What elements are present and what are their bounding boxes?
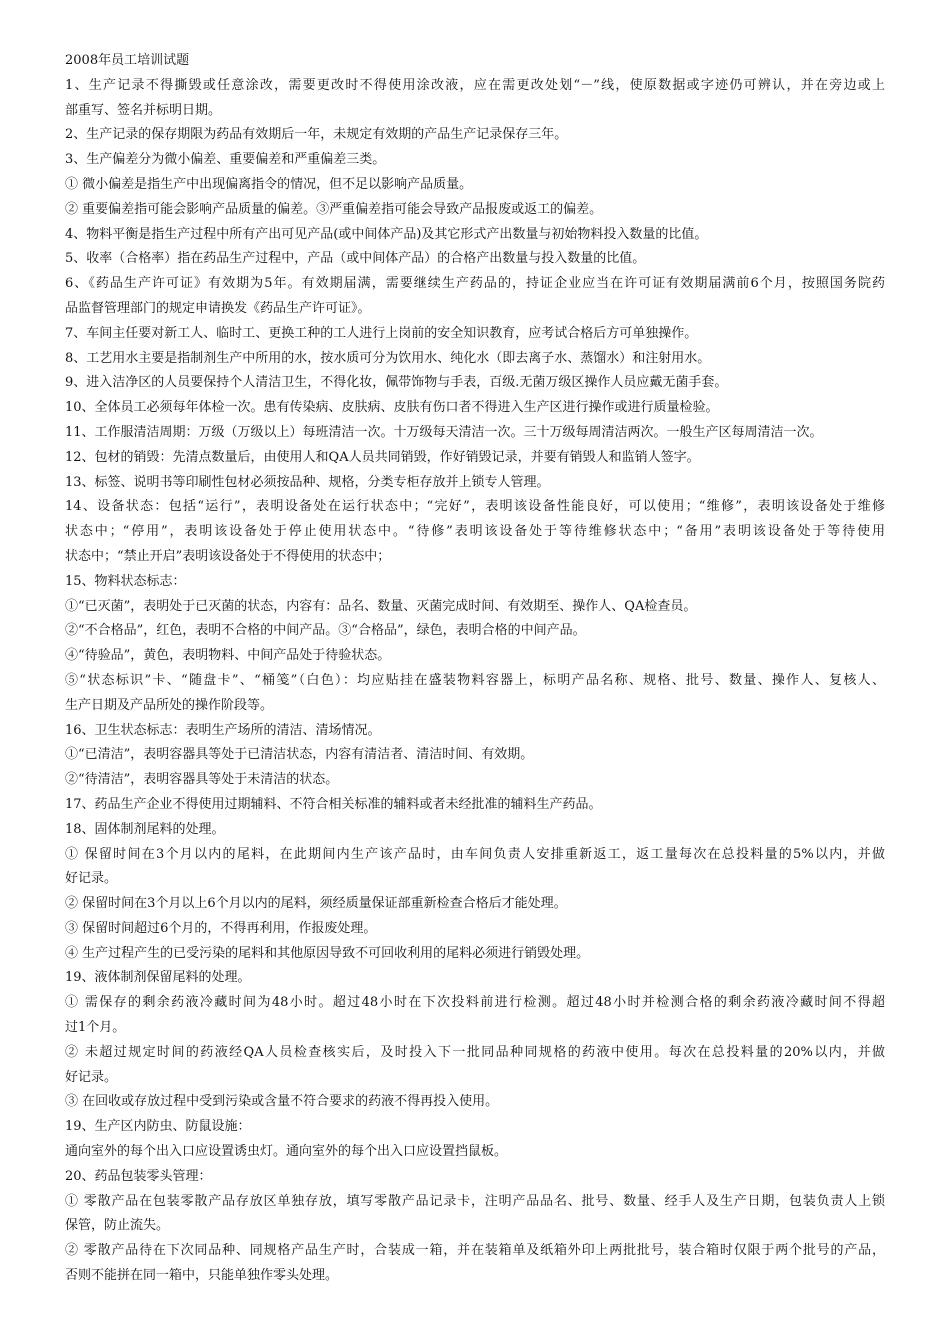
text-line: ④ 生产过程产生的已受污染的尾料和其他原因导致不可回收利用的尾料必须进行销毁处理。 <box>65 945 590 961</box>
text-line: 18、固体制剂尾料的处理。 <box>65 821 225 837</box>
text-line: ② 零散产品待在下次同品种、同规格产品生产时，合装成一箱，并在装箱单及纸箱外印上两批批号，装合箱时仅限于两个批号的产品， <box>65 1243 885 1259</box>
text-line: 20、药品包装零头管理： <box>65 1168 212 1184</box>
text-line: 14、设备状态：包括“运行”，表明设备处在运行状态中；“完好”，表明该设备性能良好，可以使用；“维修”，表明该设备处于维修 <box>65 499 885 515</box>
text-line: 10、全体员工必须每年体检一次。患有传染病、皮肤病、皮肤有伤口者不得进入生产区进行操作或进行质量检验。 <box>65 400 719 416</box>
text-line: 16、卫生状态标志：表明生产场所的清洁、清场情况。 <box>65 722 381 738</box>
text-line: 5、收率（合格率）指在药品生产过程中，产品（或中间体产品）的合格产出数量与投入数量的比值。 <box>65 251 646 267</box>
text-line: ② 未超过规定时间的药液经QA人员检查核实后，及时投入下一批同品种同规格的药液中使用。每次在总投料量的20%以内，并做 <box>65 1044 885 1060</box>
text-line: 8、工艺用水主要是指制剂生产中所用的水，按水质可分为饮用水、纯化水（即去离子水、蒸馏水）和注射用水。 <box>65 350 711 366</box>
text-line: ③ 在回收或存放过程中受到污染或含量不符合要求的药液不得再投入使用。 <box>65 1094 499 1110</box>
text-line: ⑤“状态标识”卡、“随盘卡”、“桶笺”（白色）：均应贴挂在盛装物料容器上，标明产品名称、规格、批号、数量、操作人、复核人、 <box>65 672 885 688</box>
text-line: 6、《药品生产许可证》有效期为5年。有效期届满，需要继续生产药品的，持证企业应当在许可证有效期届满前6个月，按照国务院药 <box>65 276 885 292</box>
text-line: 11、工作服清洁周期：万级（万级以上）每班清洁一次。十万级每天清洁一次。三十万级每周清洁两次。一般生产区每周清洁一次。 <box>65 424 823 440</box>
text-line: ②“不合格品”，红色，表明不合格的中间产品。③“合格品”，绿色，表明合格的中间产品。 <box>65 623 586 639</box>
text-line: 2、生产记录的保存期限为药品有效期后一年，未规定有效期的产品生产记录保存三年。 <box>65 127 568 143</box>
text-line: 保管，防止流失。 <box>65 1218 170 1234</box>
text-line: 过1个月。 <box>65 1020 126 1036</box>
text-line: 15、物料状态标志： <box>65 573 186 589</box>
text-line: 17、药品生产企业不得使用过期辅料、不符合相关标准的辅料或者未经批准的辅料生产药品。 <box>65 796 602 812</box>
document-title: 2008年员工培训试题 <box>65 53 190 68</box>
text-line: ③ 保留时间超过6个月的，不得再利用，作报废处理。 <box>65 920 377 936</box>
text-line: 好记录。 <box>65 871 118 887</box>
text-line: ①“已清洁”，表明容器具等处于已清洁状态，内容有清洁者、清洁时间、有效期。 <box>65 747 534 763</box>
text-line: 9、进入洁净区的人员要保持个人清洁卫生，不得化妆，佩带饰物与手表，百级.无菌万级区操作人员应戴无菌手套。 <box>65 375 728 391</box>
text-line: ② 重要偏差指可能会影响产品质量的偏差。③严重偏差指可能会导致产品报废或返工的偏差。 <box>65 201 603 217</box>
text-line: 否则不能拼在同一箱中，只能单独作零头处理。 <box>65 1268 339 1284</box>
text-line: 19、生产区内防虫、防鼠设施： <box>65 1119 251 1135</box>
text-line: ②“待清洁”，表明容器具等处于未清洁的状态。 <box>65 772 339 788</box>
text-line: 品监督管理部门的规定申请换发《药品生产许可证》。 <box>65 300 371 316</box>
text-line: 1、生产记录不得撕毁或任意涂改，需要更改时不得使用涂改液，应在需更改处划“－”线，使原数据或字迹仍可辨认，并在旁边或上 <box>65 77 885 93</box>
text-line: 通向室外的每个出入口应设置诱虫灯。通向室外的每个出入口应设置挡鼠板。 <box>65 1144 508 1160</box>
text-line: 生产日期及产品所处的操作阶段等。 <box>65 697 274 713</box>
text-line: 4、物料平衡是指生产过程中所有产出可见产品(或中间体产品)及其它形式产出数量与初始物料投入数量的比值。 <box>65 226 708 242</box>
text-line: ① 保留时间在3个月以内的尾料，在此期间内生产该产品时，由车间负责人安排重新返工，返工量每次在总投料量的5%以内，并做 <box>65 846 885 862</box>
text-line: 13、标签、说明书等印刷性包材必须按品种、规格，分类专柜存放并上锁专人管理。 <box>65 474 550 490</box>
text-line: ① 微小偏差是指生产中出现偏离指令的情况，但不足以影响产品质量。 <box>65 176 473 192</box>
text-line: ①“已灭菌”，表明处于已灭菌的状态，内容有：品名、数量、灭菌完成时间、有效期至、操作人、QA检查员。 <box>65 598 697 614</box>
text-line: 状态中；“禁止开启”表明该设备处于不得使用的状态中； <box>65 548 391 564</box>
text-line: 3、生产偏差分为微小偏差、重要偏差和严重偏差三类。 <box>65 152 386 168</box>
document-body <box>65 49 885 1289</box>
text-line: 7、车间主任要对新工人、临时工、更换工种的工人进行上岗前的安全知识教育，应考试合格后方可单独操作。 <box>65 325 698 341</box>
text-line: 12、包材的销毁：先清点数量后，由使用人和QA人员共同销毁，作好销毁记录，并要有销毁人和监销人签字。 <box>65 449 700 465</box>
text-line: ④“待验品”，黄色，表明物料、中间产品处于待验状态。 <box>65 648 391 664</box>
text-line: 状态中；“停用”，表明该设备处于停止使用状态中。“待修”表明该设备处于等待维修状态中；“备用”表明该设备处于等待使用 <box>65 524 885 540</box>
text-line: ① 零散产品在包装零散产品存放区单独存放，填写零散产品记录卡，注明产品品名、批号、数量、经手人及生产日期，包装负责人上锁 <box>65 1193 885 1209</box>
text-line: 19、液体制剂保留尾料的处理。 <box>65 970 251 986</box>
text-line: 部重写、签名并标明日期。 <box>65 102 222 118</box>
text-line: ② 保留时间在3个月以上6个月以内的尾料，须经质量保证部重新检查合格后才能处理。 <box>65 896 567 912</box>
text-line: 好记录。 <box>65 1069 118 1085</box>
text-line: ① 需保存的剩余药液冷藏时间为48小时。超过48小时在下次投料前进行检测。超过48小时并检测合格的剩余药液冷藏时间不得超 <box>65 995 885 1011</box>
